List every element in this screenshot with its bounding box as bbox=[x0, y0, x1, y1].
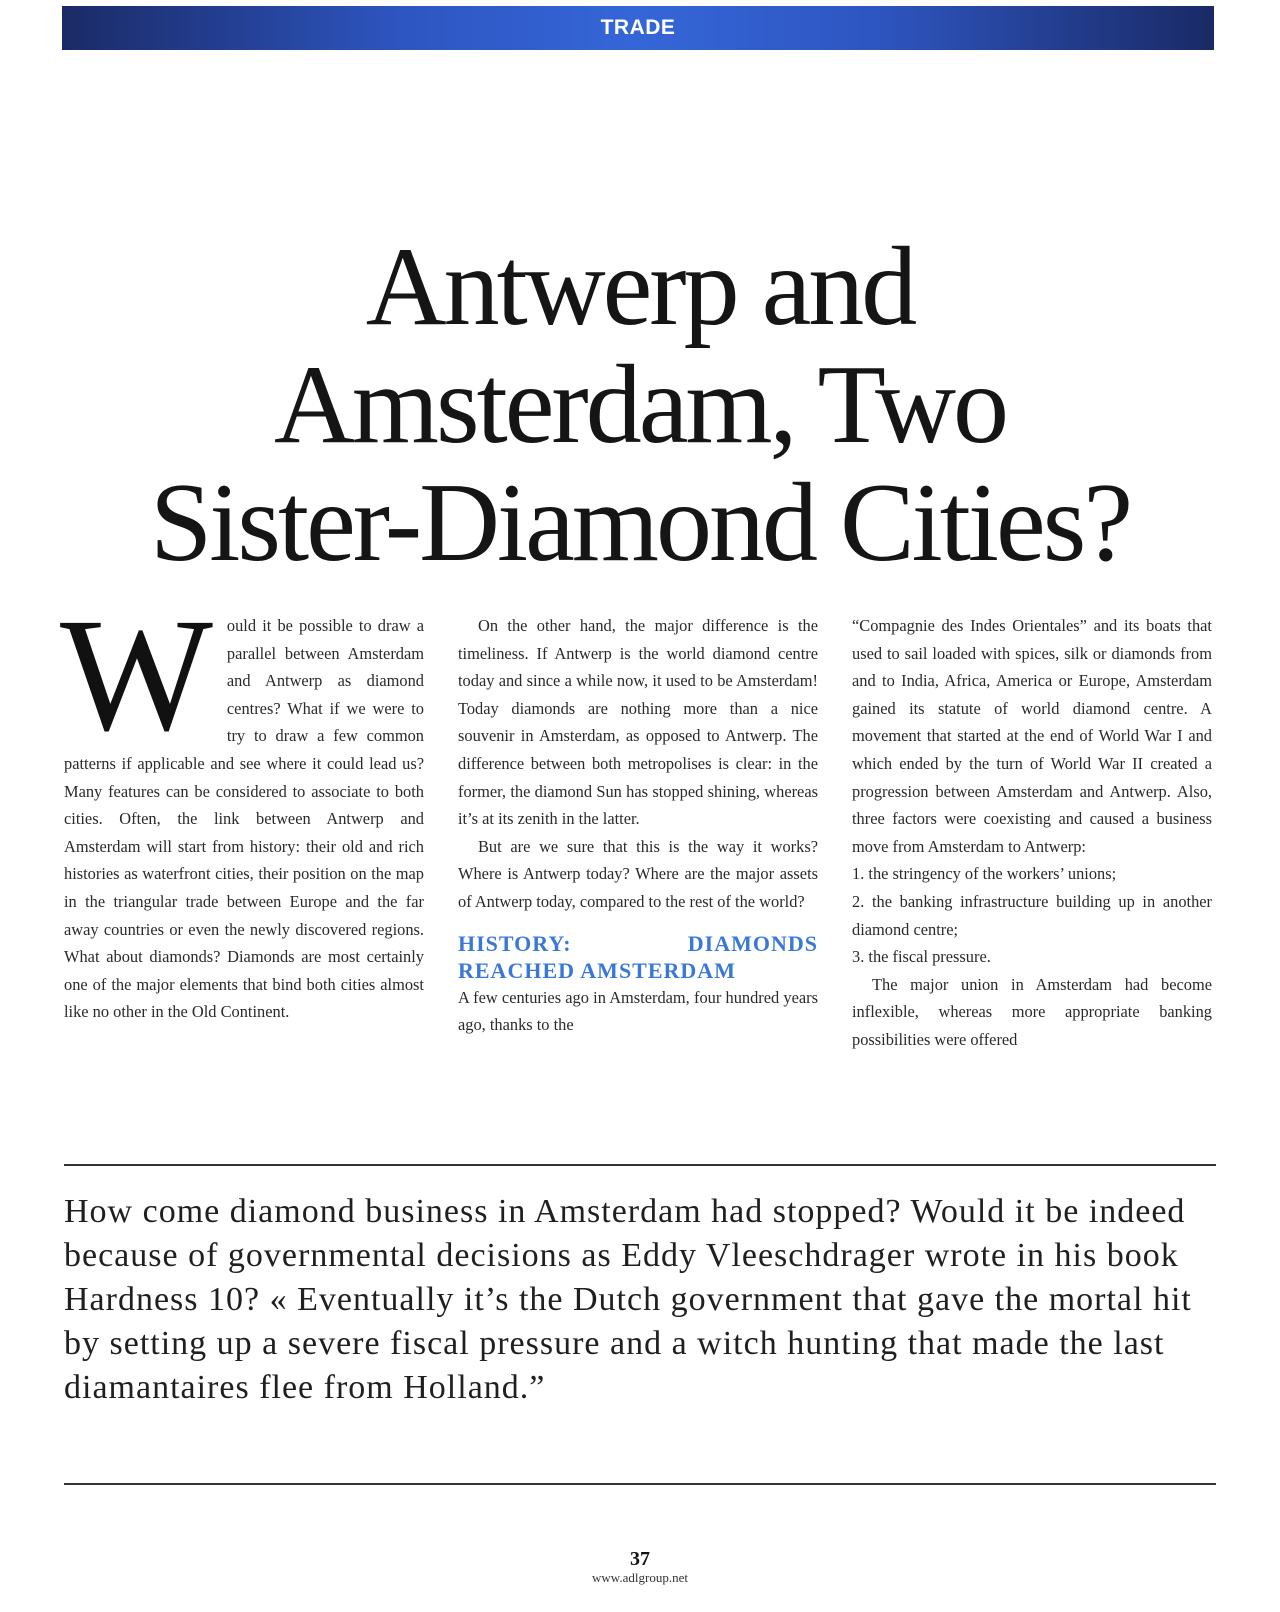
article-title bbox=[40, 225, 1240, 585]
column-2-paragraph-2: But are we sure that this is the way it works? Where is Antwerp today? Where are the major assets of Antwerp today, compared to the rest of the world? bbox=[458, 836, 818, 911]
column-2 bbox=[458, 612, 818, 1039]
title-line-2: Amsterdam, Two bbox=[274, 343, 1006, 467]
drop-cap: W bbox=[60, 586, 213, 765]
section-header-bar bbox=[62, 6, 1214, 50]
list-item-3: 3. the fiscal pressure. bbox=[852, 947, 991, 967]
page-number: 37 bbox=[630, 1548, 650, 1570]
pull-quote: How come diamond business in Amsterdam had stopped? Would it be indeed because of governmental decisions as Eddy Vleeschdrager wrote in his book Hardness 10? « Eventually it’s the Dutch government that gave the mortal hit by setting up a severe fiscal pressure and a witch hunting that made the last diamantaires flee from Holland.” bbox=[64, 1193, 1192, 1406]
column-3-paragraph-2: The major union in Amsterdam had become inflexible, whereas more appropriate banking possibilities were offered bbox=[852, 974, 1212, 1049]
column-1-text: ould it be possible to draw a parallel between Amsterdam and Antwerp as diamond centres? What if we were to try to draw a few common patterns if applicable and see where it could lead us? Many features can be considered to associate to both cities. Often, the link between Antwerp and Amsterdam will start from history: their old and rich histories as waterfront cities, their position on the map in the triangular trade between Europe and the far away countries or even the newly discovered regions. What about diamonds? Diamonds are most certainly one of the major elements that bind both cities almost like no other in the Old Continent. bbox=[64, 616, 424, 1022]
column-2-paragraph-1: On the other hand, the major difference is the timeliness. If Antwerp is the world diamond centre today and since a while now, it used to be Amsterdam! Today diamonds are nothing more than a nice souvenir in Amsterdam, as opposed to Antwerp. The difference between both metropolises is clear: in the former, the diamond Sun has stopped shining, whereas it’s at its zenith in the latter. bbox=[458, 616, 818, 829]
website-url: www.adlgroup.net bbox=[592, 1570, 688, 1585]
column-1 bbox=[60, 586, 424, 1026]
column-2-paragraph-3: A few centuries ago in Amsterdam, four hundred years ago, thanks to the bbox=[458, 987, 818, 1035]
section-subheading: HISTORY: DIAMONDS REACHED AMSTERDAM bbox=[458, 930, 818, 983]
column-3-paragraph-1: “Compagnie des Indes Orientales” and its boats that used to sail loaded with spices, silk or diamonds from and to India, Africa, America or Europe, Amsterdam gained its statute of world diamond centre. A movement that started at the end of World War I and which ended by the turn of World War II created a progression between Amsterdam and Antwerp. Also, three factors were coexisting and caused a business move from Amsterdam to Antwerp: bbox=[852, 616, 1212, 856]
section-label: TRADE bbox=[600, 16, 676, 39]
list-item-2: 2. the banking infrastructure building up in another diamond centre; bbox=[852, 891, 1212, 939]
column-3 bbox=[852, 612, 1212, 1054]
title-line-1: Antwerp and bbox=[365, 225, 915, 349]
pullquote-bottom-rule bbox=[64, 1483, 1216, 1485]
page-footer bbox=[0, 1548, 1280, 1586]
list-item-1: 1. the stringency of the workers’ unions; bbox=[852, 864, 1117, 884]
pullquote-top-rule bbox=[64, 1164, 1216, 1166]
title-line-3: Sister-Diamond Cities? bbox=[149, 461, 1131, 585]
